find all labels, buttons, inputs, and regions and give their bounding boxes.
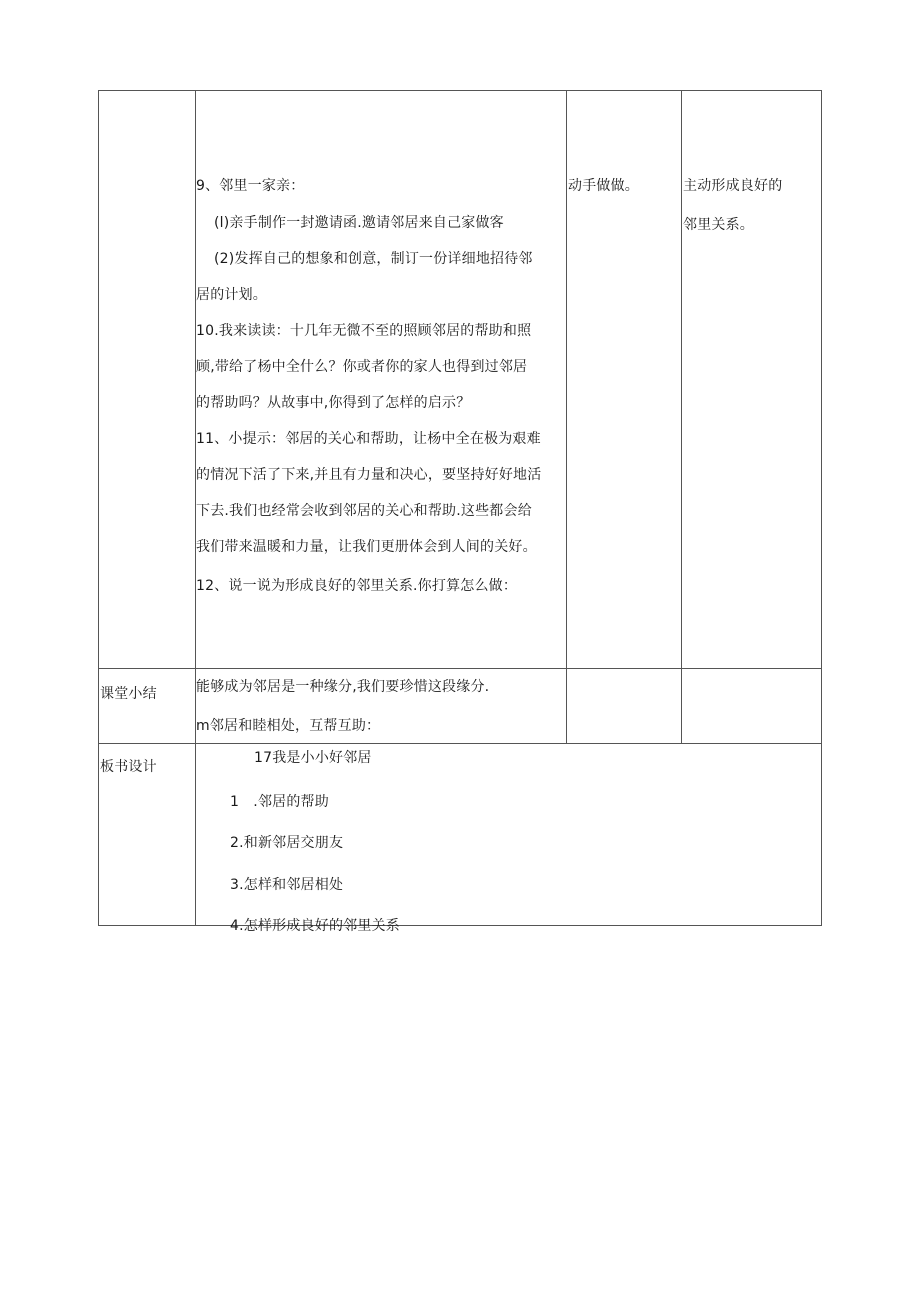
activity-line-1: 9、邻里一家亲： xyxy=(196,178,305,194)
table-border-top xyxy=(98,90,822,91)
student-activity: 动手做做。 xyxy=(568,178,639,194)
design-intent-line-1: 主动形成良好的 xyxy=(683,178,783,194)
board-item-2: 2.和新邻居交朋友 xyxy=(230,835,344,851)
board-label: 板书设计 xyxy=(100,759,157,775)
summary-line-2: m邻居和睦相处，互帮互助： xyxy=(196,718,381,734)
table-row-divider-2 xyxy=(98,743,822,744)
activity-line-2: (l)亲手制作一封邀请函.邀请邻居来自己家做客 xyxy=(214,215,504,231)
activity-line-4: 居的计划。 xyxy=(196,287,267,303)
table-col-divider-2 xyxy=(566,90,567,744)
table-border-bottom xyxy=(98,925,822,926)
board-item-3: 3.怎样和邻居相处 xyxy=(230,877,344,893)
summary-label: 课堂小结 xyxy=(100,686,157,702)
board-item-1: 1 .邻居的帮助 xyxy=(230,794,329,810)
table-border-left xyxy=(98,90,99,926)
summary-line-1: 能够成为邻居是一种缘分,我们要珍惜这段缘分. xyxy=(196,679,490,695)
table-row-divider-1 xyxy=(98,668,822,669)
activity-line-7: 的帮助吗？从故事中,你得到了怎样的启示？ xyxy=(196,395,471,411)
board-item-4-clip xyxy=(196,910,566,934)
board-title: 17我是小小好邻居 xyxy=(254,750,372,766)
activity-line-10: 下去.我们也经常会收到邻居的关心和帮助.这些都会给 xyxy=(196,503,532,519)
table-border-right xyxy=(821,90,822,926)
table-col-divider-3 xyxy=(681,90,682,744)
activity-line-3: (2)发挥自己的想象和创意，制订一份详细地招待邻 xyxy=(214,251,533,267)
activity-line-5: 10.我来读读：十几年无微不至的照顾邻居的帮助和照 xyxy=(196,323,532,339)
activity-line-11: 我们带来温暖和力量，让我们更册体会到人间的关好。 xyxy=(196,539,537,555)
activity-line-12: 12、说一说为形成良好的邻里关系.你打算怎么做： xyxy=(196,578,518,594)
board-item-4: 4.怎样形成良好的邻里关系 xyxy=(230,918,400,934)
design-intent-line-2: 邻里关系。 xyxy=(683,217,754,233)
activity-line-9: 的情况下活了下来,并且有力量和决心，要坚持好好地活 xyxy=(196,467,542,483)
activity-line-8: 11、小提示：邻居的关心和帮助，让杨中全在极为艰难 xyxy=(196,431,541,447)
activity-line-6: 顾,带给了杨中全什么？你或者你的家人也得到过邻居 xyxy=(196,359,528,375)
